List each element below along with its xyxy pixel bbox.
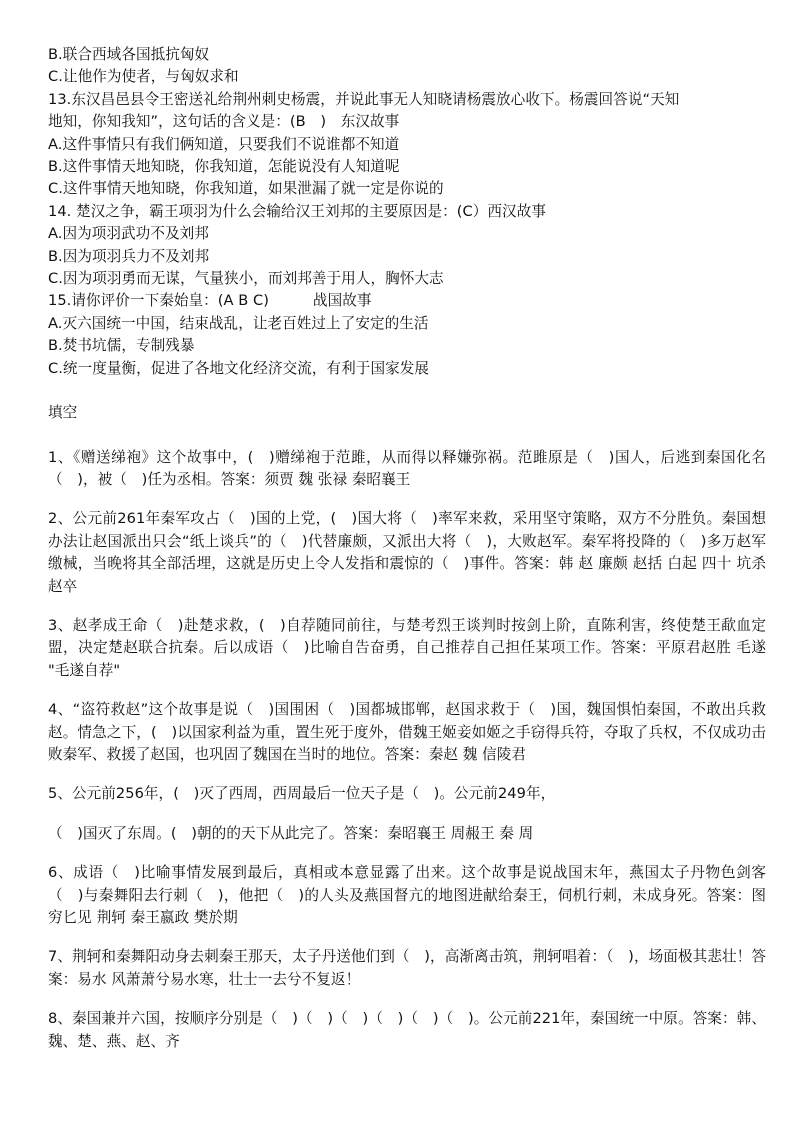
fill-question-5: 5、公元前256年，( )灭了西周，西周最后一位天子是（ )。公元前249年，: [48, 785, 556, 803]
option-14a: A.因为项羽武功不及刘邦: [48, 225, 209, 243]
option-12c-prev: C.让他作为使者，与匈奴求和: [48, 68, 239, 86]
document-page: [48, 44, 766, 1053]
spacer: [48, 806, 766, 823]
option-13a: A.这件事情只有我们俩知道，只要我们不说谁都不知道: [48, 135, 400, 153]
spacer: [48, 766, 766, 783]
choice-question-block: [48, 44, 766, 380]
section-title: 填空: [48, 404, 78, 422]
spacer: [48, 598, 766, 615]
option-15a: A.灭六国统一中国，结束战乱，让老百姓过上了安定的生活: [48, 314, 429, 332]
spacer: [48, 929, 766, 946]
option-15b: B.焚书坑儒，专制残暴: [48, 337, 195, 355]
option-13b: B.这件事情天地知晓，你我知道，怎能说没有人知道呢: [48, 158, 400, 176]
fill-question-8: 8、秦国兼并六国，按顺序分别是（ )（ )（ )（ )（ )（ )。公元前221年，秦国统一中原。答案：韩、魏、楚、燕、赵、齐: [48, 1010, 766, 1050]
spacer: [48, 425, 766, 447]
fill-question-6: 6、成语（ )比喻事情发展到最后，真相或本意显露了出来。这个故事是说战国末年，燕国太子丹物色剑客（ )与秦舞阳去行刺（ )，他把（ )的人头及燕国督亢的地图进献给秦王，伺机行刺，未成身死。答案：图穷匕见 荆轲 秦王嬴政 樊於期: [48, 864, 766, 926]
option-13c: C.这件事情天地知晓，你我知道，如果泄漏了就一定是你说的: [48, 180, 444, 198]
spacer: [48, 845, 766, 862]
fill-question-2: 2、公元前261年秦军攻占（ )国的上党，( )国大将（ )率军来救，采用坚守策略，双方不分胜负。秦国想办法让赵国派出只会“纸上谈兵”的（ )代替廉颇，又派出大将（ )，大败赵军。秦军将投降的（ )多万赵军缴械，当晚将其全部活埋，这就是历史上令人发指和震惊的（ )事件。答案：韩 赵 廉颇 赵括 白起 四十 坑杀赵卒: [48, 510, 766, 595]
question-13: 13.东汉昌邑县令王密送礼给荆州刺史杨震，并说此事无人知晓请杨震放心收下。杨震回答说“天知: [48, 90, 680, 108]
option-13b-prev: B.联合西域各国抵抗匈奴: [48, 46, 210, 63]
question-14: 14. 楚汉之争，霸王项羽为什么会输给汉王刘邦的主要原因是：(C）西汉故事: [48, 202, 546, 220]
fill-question-3: 3、赵孝成王命（ )赴楚求救，( )自荐随同前往，与楚考烈王谈判时按剑上阶，直陈利害，终使楚王歃血定盟，决定楚赵联合抗秦。后以成语（ )比喻自告奋勇，自己推荐自己担任某项工作。答案：平原君赵胜 毛遂 "毛遂自荐": [48, 616, 766, 679]
option-15c: C.统一度量衡，促进了各地文化经济交流，有利于国家发展: [48, 359, 430, 377]
question-15: 15.请你评价一下秦始皇：(A B C) 战国故事: [48, 292, 372, 310]
option-14b: B.因为项羽兵力不及刘邦: [48, 247, 210, 265]
spacer: [48, 380, 766, 402]
spacer: [48, 491, 766, 508]
fill-question-1: 1、《赠送绨袍》这个故事中，( )赠绨袍于范雎，从而得以释嫌弥祸。范雎原是（ )国人，后逃到秦国化名（ )，被（ )任为丞相。答案：须贾 魏 张禄 秦昭襄王: [48, 448, 766, 488]
spacer: [48, 682, 766, 699]
spacer: [48, 991, 766, 1008]
fill-question-7: 7、荆轲和秦舞阳动身去刺秦王那天，太子丹送他们到（ )，高渐离击筑，荆轲唱着：（ )，场面极其悲壮！答案：易水 风萧萧兮易水寒，壮士一去兮不复返！: [48, 948, 766, 988]
question-13-cont: 地知，你知我知”，这句话的含义是：(B ) 东汉故事: [48, 113, 400, 131]
option-14c: C.因为项羽勇而无谋，气量狭小，而刘邦善于用人，胸怀大志: [48, 270, 444, 288]
fill-question-5-cont: （ )国灭了东周。( )朝的的天下从此完了。答案：秦昭襄王 周赧王 秦 周: [48, 824, 534, 842]
fill-blank-block: [48, 447, 766, 1054]
fill-question-4: 4、“盗符救赵”这个故事是说（ )国围困（ )国都城邯郸，赵国求救于（ )国，魏国惧怕秦国，不敢出兵救赵。情急之下，( )以国家利益为重，置生死于度外，借魏王姬妾如姬之手窃得兵符，夺取了兵权，不仅成功击败秦军、救援了赵国，也巩固了魏国在当时的地位。答案：秦赵 魏 信陵君: [48, 701, 766, 763]
